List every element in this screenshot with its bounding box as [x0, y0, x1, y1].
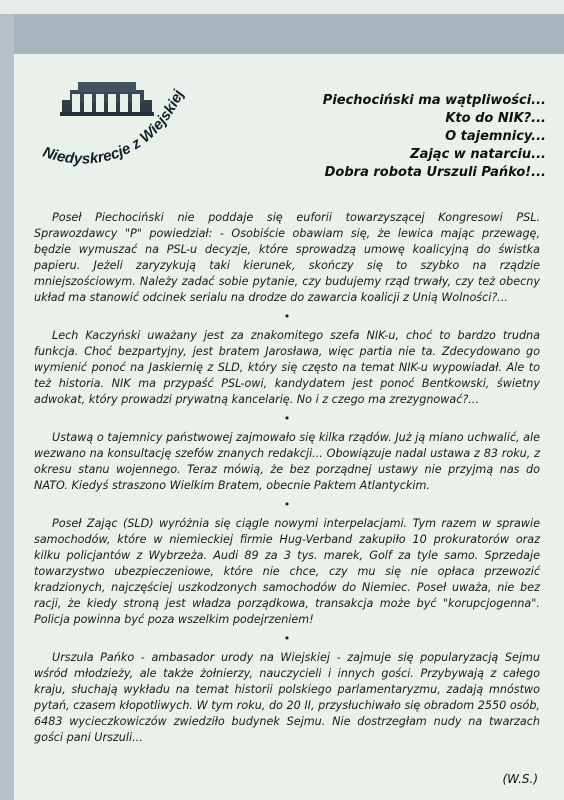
article-paragraph-2: Lech Kaczyński uważany jest za znakomitego szefa NIK-u, choć to bardzo trudna funkcja. Choć bezpartyjny, jest bratem Jarosława, więc partia nie ta. Zdecydowano go wymienić ponoć na Jaskiernię z SLD, który się często na temat NIK-u wypowiadał. Ale to też historia. NIK ma przypaść PSL-owi, kandydatem jest ponoć Bentkowski, świetny adwokat, który prowadzi prywatną kancelarię. No i z czego ma zrezygnować?...: [34, 329, 540, 406]
logo-text: Niedyskrecje z Wiejskiej: [40, 87, 188, 168]
headlines-list: [226, 92, 546, 182]
article-paragraph-4: Poseł Zając (SLD) wyróżnia się ciągle nowymi interpelacjami. Tym razem w sprawie samochodów, które w niemieckiej firmie Hug-Verband zakupiło 10 prokuratorów oraz kilku policjantów z Wybrzeża. Audi 89 za 3 tys. marek, Golf za tyle samo. Sprzedaje towarzystwo ubezpieczeniowe, które nie chce, czy mu się nie opłaca przewozić kradzionych, najczęściej uszkodzonych samochodów do Niemiec. Poseł uważa, nie bez racji, że kiedy stroną jest władza porządkowa, transakcja może być "korupcjogenna". Policja powinna być poza wszelkim podejrzeniem!: [34, 517, 540, 626]
article-paragraph-1: Poseł Piechociński nie poddaje się euforii towarzyszącej Kongresowi PSL. Sprawozdawcy "P" powiedział: - Osobiście obawiam się, że lewica mając przewagę, będzie wymuszać na PSL-u decyzje, które sprowadzą umowę koalicyjną do świstka papieru. Jeżeli zaryzykują taki kierunek, skończy się to szybko na rządzie mniejszościowym. Należy zadać sobie pytanie, czy budujemy rząd trwały, czy też obecny układ ma stanowić odcinek serialu na drodze do zawarcia koalicji z Unią Wolności?...: [34, 211, 540, 304]
separator-bullet: •: [283, 412, 291, 425]
headline-1: Piechociński ma wątpliwości...: [322, 93, 546, 108]
panel-header: [14, 14, 564, 54]
building-icon: [60, 82, 154, 116]
author-signature: (W.S.): [502, 772, 538, 786]
logo: [26, 74, 201, 170]
headline-2: Kto do NIK?...: [445, 111, 546, 126]
top-strip: [0, 0, 564, 14]
separator-bullet: •: [283, 310, 291, 323]
headline-5: Dobra robota Urszuli Pańko!...: [324, 165, 546, 180]
article-paragraph-3: Ustawą o tajemnicy państwowej zajmowało się kilka rządów. Już ją miano uchwalić, ale wezwano na konsultację szefów znanych redakcji... Obowiązuje nadal ustawa z 83 roku, z okresu stanu wojennego. Teraz mówią, że bez porządnej ustawy nie przyjmą nas do NATO. Kiedyś straszono Wielkim Bratem, obecnie Paktem Atlantyckim.: [34, 431, 540, 492]
separator-bullet: •: [283, 632, 291, 645]
separator-bullet: •: [283, 498, 291, 511]
article-paragraph-5: Urszula Pańko - ambasador urody na Wiejskiej - zajmuje się popularyzacją Sejmu wśród młodzieży, ale także żołnierzy, nauczycieli i innych gości. Przybywają z całego kraju, słuchają wykładu na temat historii polskiego parlamentaryzmu, zadają mnóstwo pytań, czasem kłopotliwych. W tym roku, do 20 II, przysłuchiwało się obradom 2550 osób, 6483 wycieczkowiczów zwiedziło budynek Sejmu. Nie dostrzegłam nudy na twarzach gości pani Urszuli...: [34, 651, 540, 744]
headline-4: Zając w natarciu...: [410, 147, 546, 162]
article-body: [34, 210, 540, 746]
headline-3: O tajemnicy...: [445, 129, 546, 144]
